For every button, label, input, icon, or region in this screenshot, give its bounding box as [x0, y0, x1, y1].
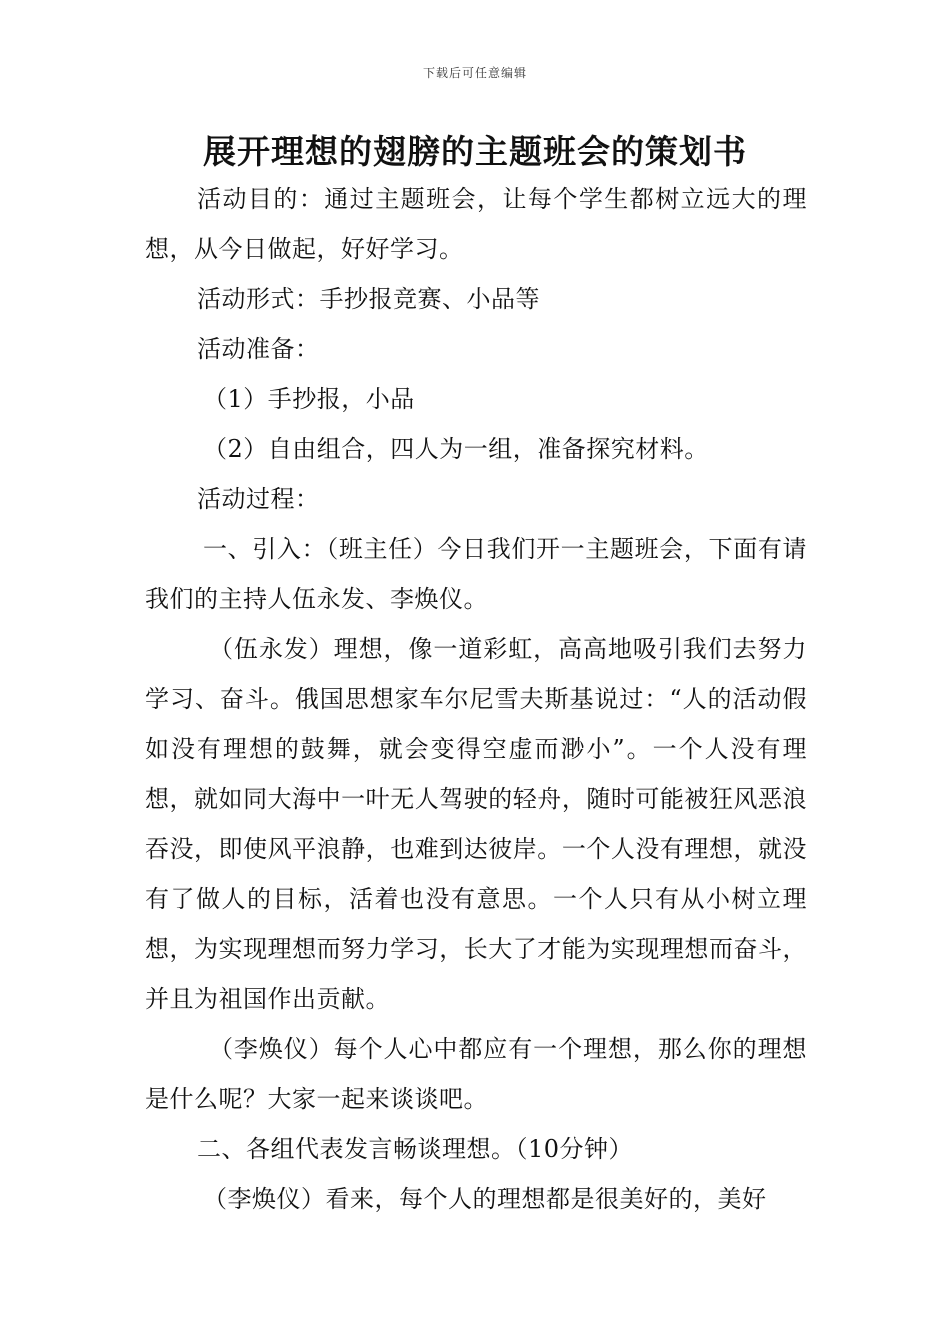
- paragraph-format: 活动形式：手抄报竞赛、小品等: [197, 285, 540, 313]
- header-note: 下载后可任意编辑: [422, 66, 527, 80]
- paragraph-purpose: 活动目的：通过主题班会，让每个学生都树立远大的理想，从今日做起，好好学习。: [145, 185, 807, 263]
- paragraph-host-li-continued: （李焕仪）看来，每个人的理想都是很美好的，美好: [203, 1185, 767, 1213]
- paragraph-process: 活动过程：: [197, 485, 320, 513]
- paragraph-prep-item-2: （2）自由组合，四人为一组，准备探究材料。: [203, 435, 709, 463]
- paragraph-preparation: 活动准备：: [197, 335, 320, 363]
- paragraph-group-talk: 二、各组代表发言畅谈理想。（10分钟）: [197, 1135, 634, 1163]
- paragraph-introduction: 一、引入：（班主任）今日我们开一主题班会，下面有请我们的主持人伍永发、李焕仪。: [145, 535, 807, 613]
- paragraph-host-li: （李焕仪）每个人心中都应有一个理想，那么你的理想是什么呢？大家一起来谈谈吧。: [145, 1035, 807, 1113]
- paragraph-host-wu: （伍永发）理想，像一道彩虹，高高地吸引我们去努力学习、奋斗。俄国思想家车尔尼雪夫斯基说过：“人的活动假如没有理想的鼓舞，就会变得空虚而渺小”。一个人没有理想，就如同大海中一叶无人驾驶的轻舟，随时可能被狂风恶浪吞没，即使风平浪静，也难到达彼岸。一个人没有理想，就没有了做人的目标，活着也没有意思。一个人只有从小树立理想，为实现理想而努力学习，长大了才能为实现理想而奋斗，并且为祖国作出贡献。: [145, 635, 807, 1013]
- document-title: 展开理想的翅膀的主题班会的策划书: [203, 132, 747, 171]
- paragraph-prep-item-1: （1）手抄报，小品: [203, 385, 415, 413]
- document-body: [145, 174, 807, 1224]
